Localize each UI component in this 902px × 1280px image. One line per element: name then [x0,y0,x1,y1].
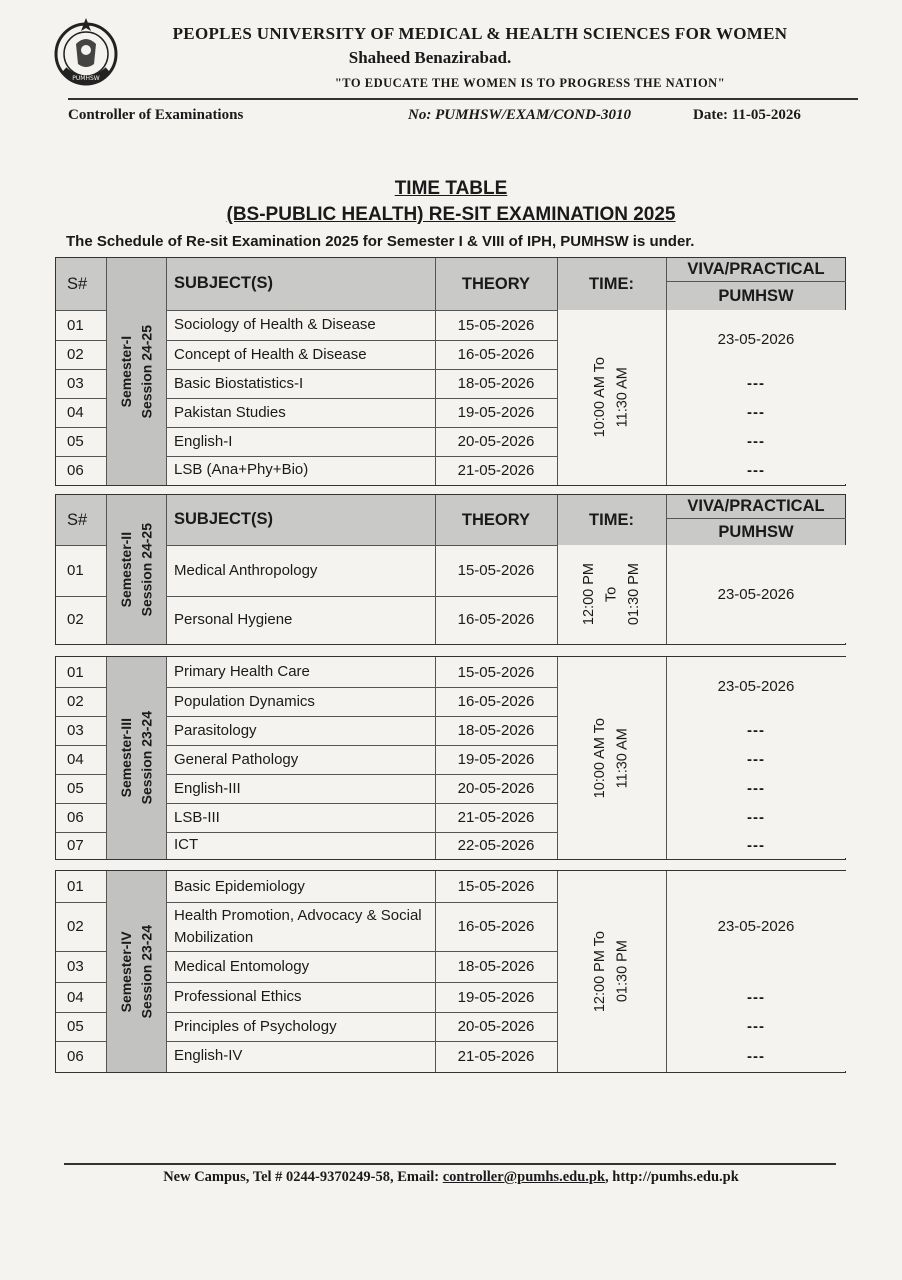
row-sn: 04 [67,404,84,421]
row-sn: 02 [67,918,84,935]
row-subject: Personal Hygiene [174,610,293,628]
row-subject: English-I [174,432,233,450]
intro-text: The Schedule of Re-sit Examination 2025 for Semester I & VIII of IPH, PUMHSW is under. [66,233,695,250]
letter-date: Date: 11-05-2026 [693,107,801,123]
header-viva-sub: PUMHSW [718,522,794,541]
column-divider [666,871,667,1072]
header-divider [68,98,858,100]
time-line: 10:00 AM To [592,717,609,799]
table-header [56,258,845,311]
row-theory-date: 21-05-2026 [457,461,535,479]
row-theory-date: 15-05-2026 [457,663,535,681]
row-sn: 02 [67,693,84,710]
viva-date: 23-05-2026 [666,310,846,370]
semester-1-table [55,257,846,486]
header-time: TIME: [589,274,634,293]
viva-dash: --- [666,369,846,399]
page-subtitle: (BS-PUBLIC HEALTH) RE-SIT EXAMINATION 2025 [226,204,676,225]
row-sn: 02 [67,346,84,363]
viva-dash: --- [666,1041,846,1071]
row-subject: English-III [174,779,241,797]
row-subject: LSB-III [174,808,220,826]
row-theory-date: 16-05-2026 [457,346,535,363]
semester-3-table [55,656,846,860]
semester-label [106,871,167,1072]
row-subject: Sociology of Health & Disease [174,316,376,334]
semester-name: Semester-IV [118,931,135,1012]
semester-2-table [55,494,846,645]
row-theory-date: 18-05-2026 [457,375,535,392]
row-theory-date: 18-05-2026 [457,722,535,739]
row-theory-date: 18-05-2026 [457,958,535,975]
exam-time [557,545,666,644]
row-sn: 07 [67,836,84,854]
row-sn: 01 [67,663,84,681]
row-subject: Basic Biostatistics-I [174,374,304,392]
row-theory-date: 16-05-2026 [457,611,535,628]
semester-label [106,258,167,485]
row-sn: 05 [67,1018,84,1035]
time-line: 11:30 AM [614,727,631,789]
row-sn: 02 [67,611,84,628]
semester-name: Semester-III [118,718,135,798]
row-theory-date: 20-05-2026 [457,433,535,450]
row-sn: 06 [67,1047,84,1065]
row-sn: 06 [67,461,84,479]
semester-4-table [55,870,846,1073]
row-subject: Principles of Psychology [174,1017,337,1035]
viva-dash: --- [666,1012,846,1042]
header-theory: THEORY [461,510,531,529]
viva-date: 23-05-2026 [666,657,846,717]
row-subject: Medical Anthropology [174,561,318,579]
time-line: To [603,586,620,603]
viva-dash: --- [666,745,846,775]
row-theory-date: 19-05-2026 [457,988,535,1006]
column-divider [666,258,667,485]
university-city: Shaheed Benazirabad. [348,48,512,67]
semester-label [106,657,167,859]
viva-dash: --- [666,427,846,457]
column-divider [557,657,558,859]
row-sn: 01 [67,316,84,334]
row-subject: Primary Health Care [174,663,310,681]
header-viva: VIVA/PRACTICAL [666,495,846,519]
row-sn: 05 [67,433,84,450]
letter-number: No: PUMHSW/EXAM/COND-3010 [408,107,631,123]
header-subject: SUBJECT(S) [174,274,274,293]
viva-date: 23-05-2026 [666,545,846,643]
column-divider [435,871,436,1072]
row-subject: ICT [174,836,199,854]
header-viva-sub: PUMHSW [718,286,794,305]
row-theory-date: 20-05-2026 [457,780,535,797]
row-theory-date: 15-05-2026 [457,316,535,334]
exam-time [557,310,666,485]
semester-name: Semester-I [118,335,135,408]
row-subject: LSB (Ana+Phy+Bio) [174,461,309,479]
viva-dash: --- [666,456,846,484]
session-name: Session 24-25 [138,324,155,419]
table-header [56,495,845,546]
column-divider [666,657,667,859]
footer-website[interactable]: , http://pumhs.edu.pk [605,1169,739,1185]
header-sn: S# [67,274,88,293]
time-line: 10:00 AM To [592,357,609,438]
row-subject: Pakistan Studies [174,403,286,421]
column-divider [557,495,558,644]
row-theory-date: 21-05-2026 [457,809,535,826]
semester-name: Semester-II [118,531,135,608]
office-name: Controller of Examinations [68,107,244,123]
header-theory: THEORY [461,274,531,293]
footer-contact [0,1169,902,1186]
time-line: 11:30 AM [614,367,631,428]
row-subject: Basic Epidemiology [174,877,305,895]
column-divider [435,657,436,859]
column-divider [557,871,558,1072]
viva-dash: --- [666,982,846,1013]
row-subject: General Pathology [174,750,299,768]
svg-text:PUMHSW: PUMHSW [72,75,100,82]
row-sn: 06 [67,809,84,826]
row-theory-date: 19-05-2026 [457,751,535,768]
time-line: 12:00 PM [580,563,597,626]
time-line: 01:30 PM [625,563,642,626]
row-theory-date: 15-05-2026 [457,562,535,579]
row-theory-date: 16-05-2026 [457,693,535,710]
header-time: TIME: [589,510,634,529]
header-sn: S# [67,510,88,529]
row-theory-date: 19-05-2026 [457,404,535,421]
session-name: Session 23-24 [138,711,155,805]
column-divider [435,495,436,644]
row-theory-date: 21-05-2026 [457,1047,535,1065]
row-theory-date: 20-05-2026 [457,1018,535,1035]
header-viva: VIVA/PRACTICAL [666,258,846,282]
row-sn: 05 [67,780,84,797]
session-name: Session 23-24 [138,924,155,1019]
viva-dash: --- [666,803,846,833]
row-sn: 03 [67,722,84,739]
row-subject: English-IV [174,1047,243,1065]
session-name: Session 24-25 [138,522,155,617]
viva-dash: --- [666,716,846,746]
university-name: PEOPLES UNIVERSITY OF MEDICAL & HEALTH SCIENCES FOR WOMEN [172,24,788,43]
viva-dash: --- [666,398,846,428]
row-subject: Concept of Health & Disease [174,345,367,363]
row-sn: 03 [67,958,84,975]
viva-dash: --- [666,832,846,858]
viva-dash: --- [666,774,846,804]
column-divider [435,258,436,485]
row-sn: 03 [67,375,84,392]
column-divider [666,495,667,644]
row-theory-date: 15-05-2026 [457,878,535,895]
column-divider [557,258,558,485]
viva-date: 23-05-2026 [666,871,846,983]
exam-time [557,871,666,1072]
exam-time [557,657,666,859]
time-line: 12:00 PM To [592,930,609,1013]
row-sn: 04 [67,988,84,1006]
row-sn: 01 [67,878,84,895]
row-subject: Medical Entomology [174,957,310,975]
semester-label [106,495,167,644]
row-theory-date: 16-05-2026 [457,918,535,935]
row-sn: 01 [67,562,84,579]
row-sn: 04 [67,751,84,768]
footer-divider [64,1163,836,1165]
footer-email-link[interactable]: controller@pumhs.edu.pk [442,1169,606,1185]
row-subject: Parasitology [174,721,257,739]
university-motto: "TO EDUCATE THE WOMEN IS TO PROGRESS THE NATION" [334,76,726,90]
row-subject: Health Promotion, Advocacy & Social Mobilization [174,906,422,946]
page-title: TIME TABLE [394,178,508,199]
row-subject: Professional Ethics [174,988,302,1006]
row-theory-date: 22-05-2026 [457,836,535,854]
row-subject: Population Dynamics [174,692,315,710]
footer-prefix: New Campus, Tel # 0244-9370249-58, Email: [163,1169,443,1185]
header-subject: SUBJECT(S) [174,510,274,529]
time-line: 01:30 PM [614,940,631,1003]
